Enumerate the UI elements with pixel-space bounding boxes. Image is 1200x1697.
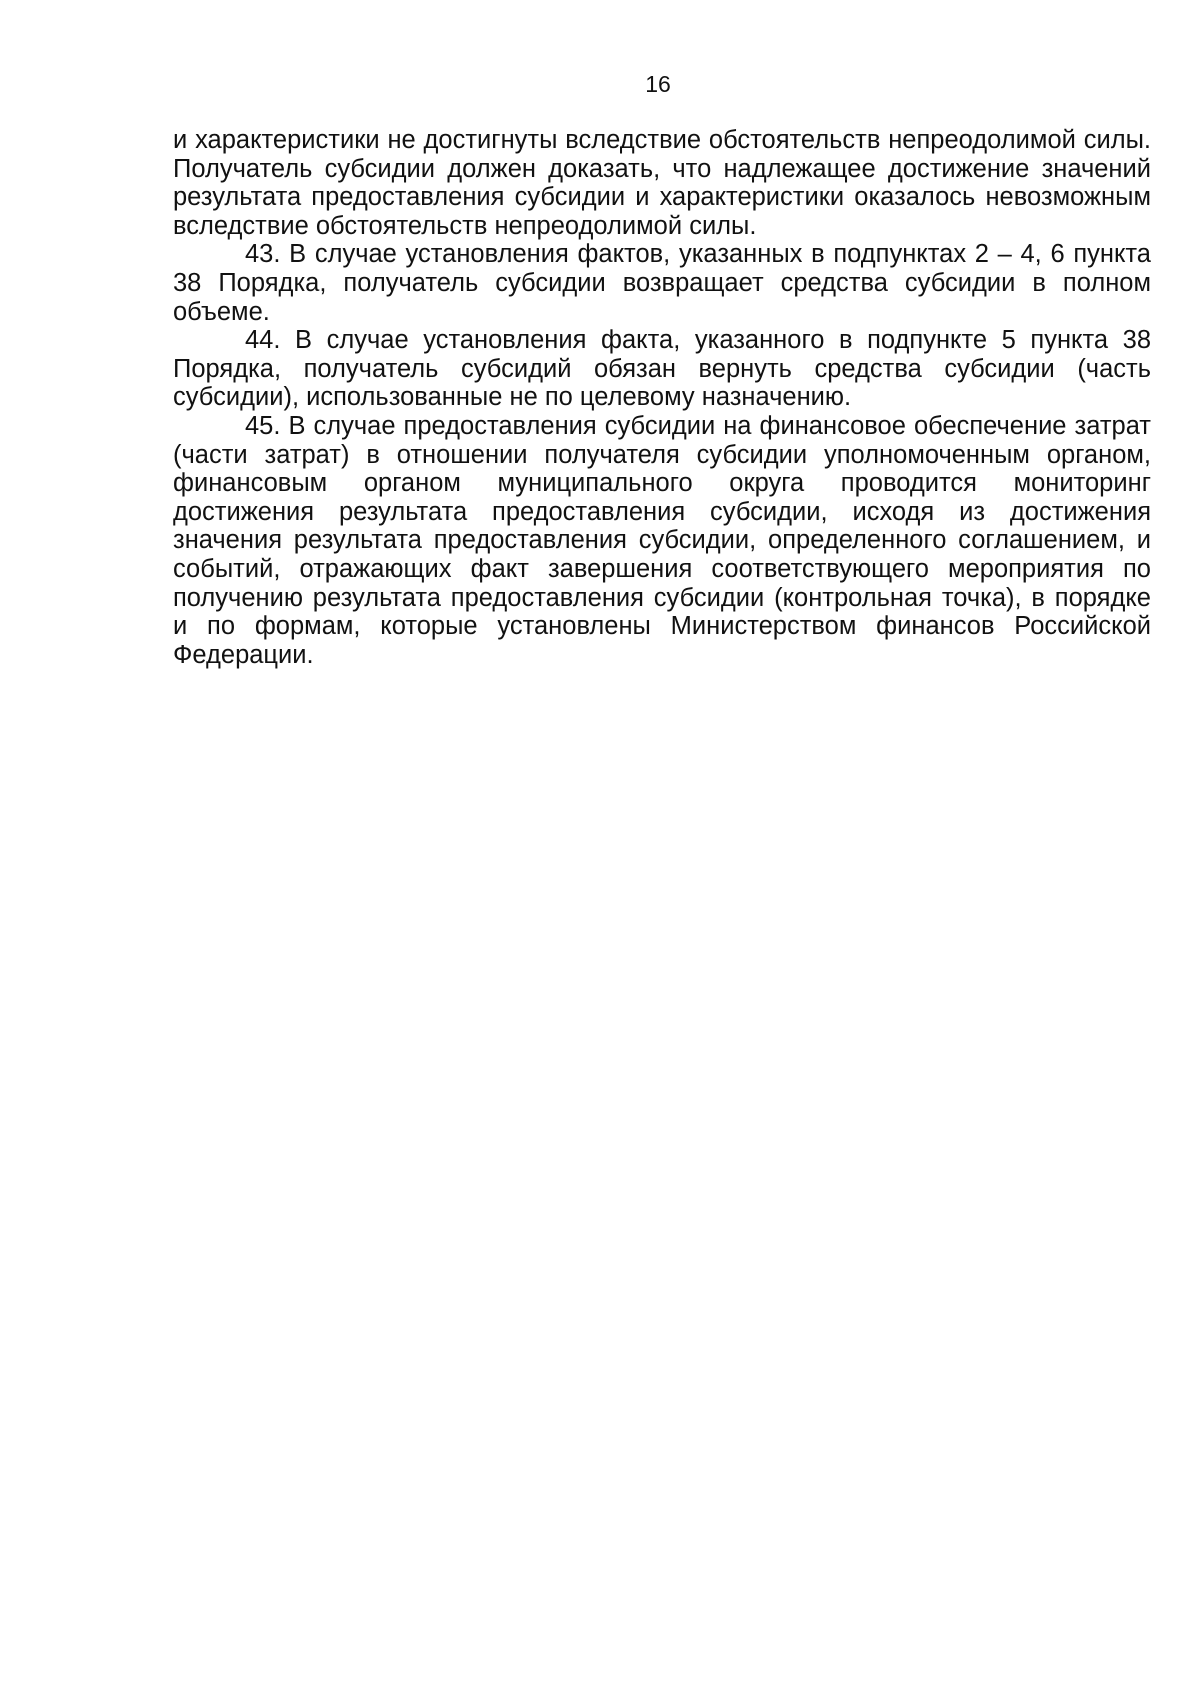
document-body — [173, 126, 1151, 669]
paragraph-44: 44. В случае установления факта, указанного в подпункте 5 пункта 38 Порядка, получатель субсидий обязан вернуть средства субсидии (часть субсидии), использованные не по целевому назначению. — [173, 326, 1151, 412]
paragraph-continuation: и характеристики не достигнуты вследствие обстоятельств непреодолимой силы. Получатель субсидии должен доказать, что надлежащее достижение значений результата предоставления субсидии и характеристики оказалось невозможным вследствие обстоятельств непреодолимой силы. — [173, 126, 1151, 240]
paragraph-43: 43. В случае установления фактов, указанных в подпунктах 2 – 4, 6 пункта 38 Порядка, получатель субсидии возвращает средства субсидии в полном объеме. — [173, 240, 1151, 326]
page-number: 16 — [645, 71, 671, 97]
paragraph-45: 45. В случае предоставления субсидии на финансовое обеспечение затрат (части затрат) в отношении получателя субсидии уполномоченным органом, финансовым органом муниципального округа проводится мониторинг достижения результата предоставления субсидии, исходя из достижения значения результата предоставления субсидии, определенного соглашением, и событий, отражающих факт завершения соответствующего мероприятия по получению результата предоставления субсидии (контрольная точка), в порядке и по формам, которые установлены Министерством финансов Российской Федерации. — [173, 411, 1151, 669]
